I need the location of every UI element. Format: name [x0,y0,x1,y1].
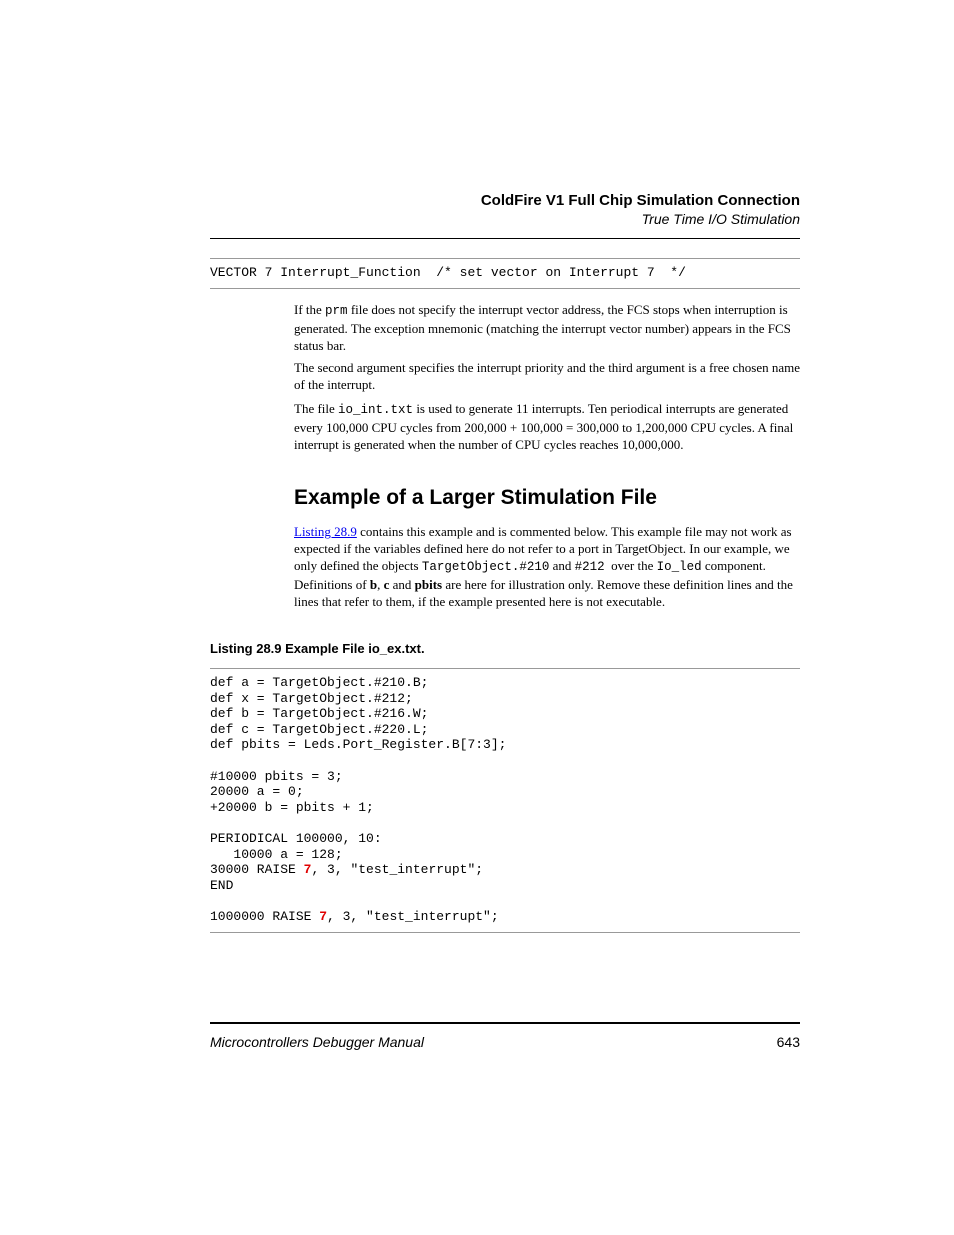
code-line: +20000 b = pbits + 1; [210,799,374,815]
code-line: 10000 a = 128; [210,846,343,862]
paragraph-second-argument [294,359,800,393]
code-line: def pbits = Leds.Port_Register.B[7:3]; [210,737,507,753]
listing-link[interactable]: Listing 28.9 [294,524,357,539]
code-line: def b = TargetObject.#216.W; [210,706,429,722]
inline-code-io-led: Io_led [656,560,702,574]
footer-rule [210,1022,800,1024]
paragraph-io-int-file [294,400,800,453]
text: If the [294,302,326,317]
highlighted-vector-number: 7 [319,908,328,924]
text: The second argument specifies the interrupt priority and the third argument is a free chosen name of the interrupt. [294,360,800,392]
paragraph-prm-file [294,301,800,354]
code-text: , 3, "test_interrupt"; [327,908,499,924]
listing-code-block [210,675,506,925]
listing-bottom-rule [210,932,800,933]
inline-code-target-object: TargetObject.#210 [421,560,550,574]
code-line: #10000 pbits = 3; [210,768,343,784]
text: contains this example and is commented below. This example file may not work as expected if the variables defined here do not refer to a port in TargetObject. In our example, we only defined the objects [294,524,792,573]
text: and [389,577,415,592]
inline-code-212: #212 [574,560,605,574]
paragraph-listing-description [294,523,800,610]
code-line: PERIODICAL 100000, 10: [210,830,382,846]
footer-manual-title: Microcontrollers Debugger Manual [210,1034,424,1050]
text: component. Definitions of [294,558,766,592]
bold-b: b [369,577,378,592]
inline-code-prm: prm [325,304,348,318]
text: file does not specify the interrupt vector address, the FCS stops when interruption is generated. The exception mnemonic (matching the interrupt vector number) appears in the FCS status bar. [294,302,791,353]
code-text: , 3, "test_interrupt"; [311,862,484,878]
text: The file [294,401,339,416]
code-line [210,862,483,877]
text: is used to generate 11 interrupts. Ten periodical interrupts are generated every 100,000 CPU cycles from 200,000 + 100,000 = 300,000 to 1,200,000 CPU cycles. A final interrupt is generated when the number of CPU cycles reaches 10,000,000. [294,401,794,452]
vector-code-bottom-rule [210,288,800,289]
header-rule [210,238,800,239]
inline-code-io-int: io_int.txt [338,403,414,417]
listing-top-rule [210,668,800,669]
code-line: 20000 a = 0; [210,784,304,800]
page-number: 643 [776,1034,800,1050]
code-text: 1000000 RAISE [210,908,320,924]
vector-code-line: VECTOR 7 Interrupt_Function /* set vector on Interrupt 7 */ [210,265,686,280]
highlighted-vector-number: 7 [303,862,312,878]
text: over the [604,558,657,573]
code-line: def x = TargetObject.#212; [210,690,413,706]
vector-code-top-rule [210,258,800,259]
listing-caption: Listing 28.9 Example File io_ex.txt. [210,641,425,656]
code-line: END [210,877,234,893]
text: and [549,558,575,573]
text: are here for illustration only. Remove these definition lines and the lines that refer to them, if the example presented here is not executable. [294,577,793,609]
text: , [377,577,384,592]
code-line [210,909,499,924]
bold-pbits: pbits [414,577,443,592]
bold-c: c [383,577,390,592]
running-header-title: ColdFire V1 Full Chip Simulation Connection [480,192,800,209]
code-text: 30000 RAISE [210,862,304,878]
running-header-subtitle: True Time I/O Stimulation [641,211,800,227]
code-line: def c = TargetObject.#220.L; [210,721,429,737]
section-heading: Example of a Larger Stimulation File [294,486,657,509]
code-line: def a = TargetObject.#210.B; [210,675,429,690]
